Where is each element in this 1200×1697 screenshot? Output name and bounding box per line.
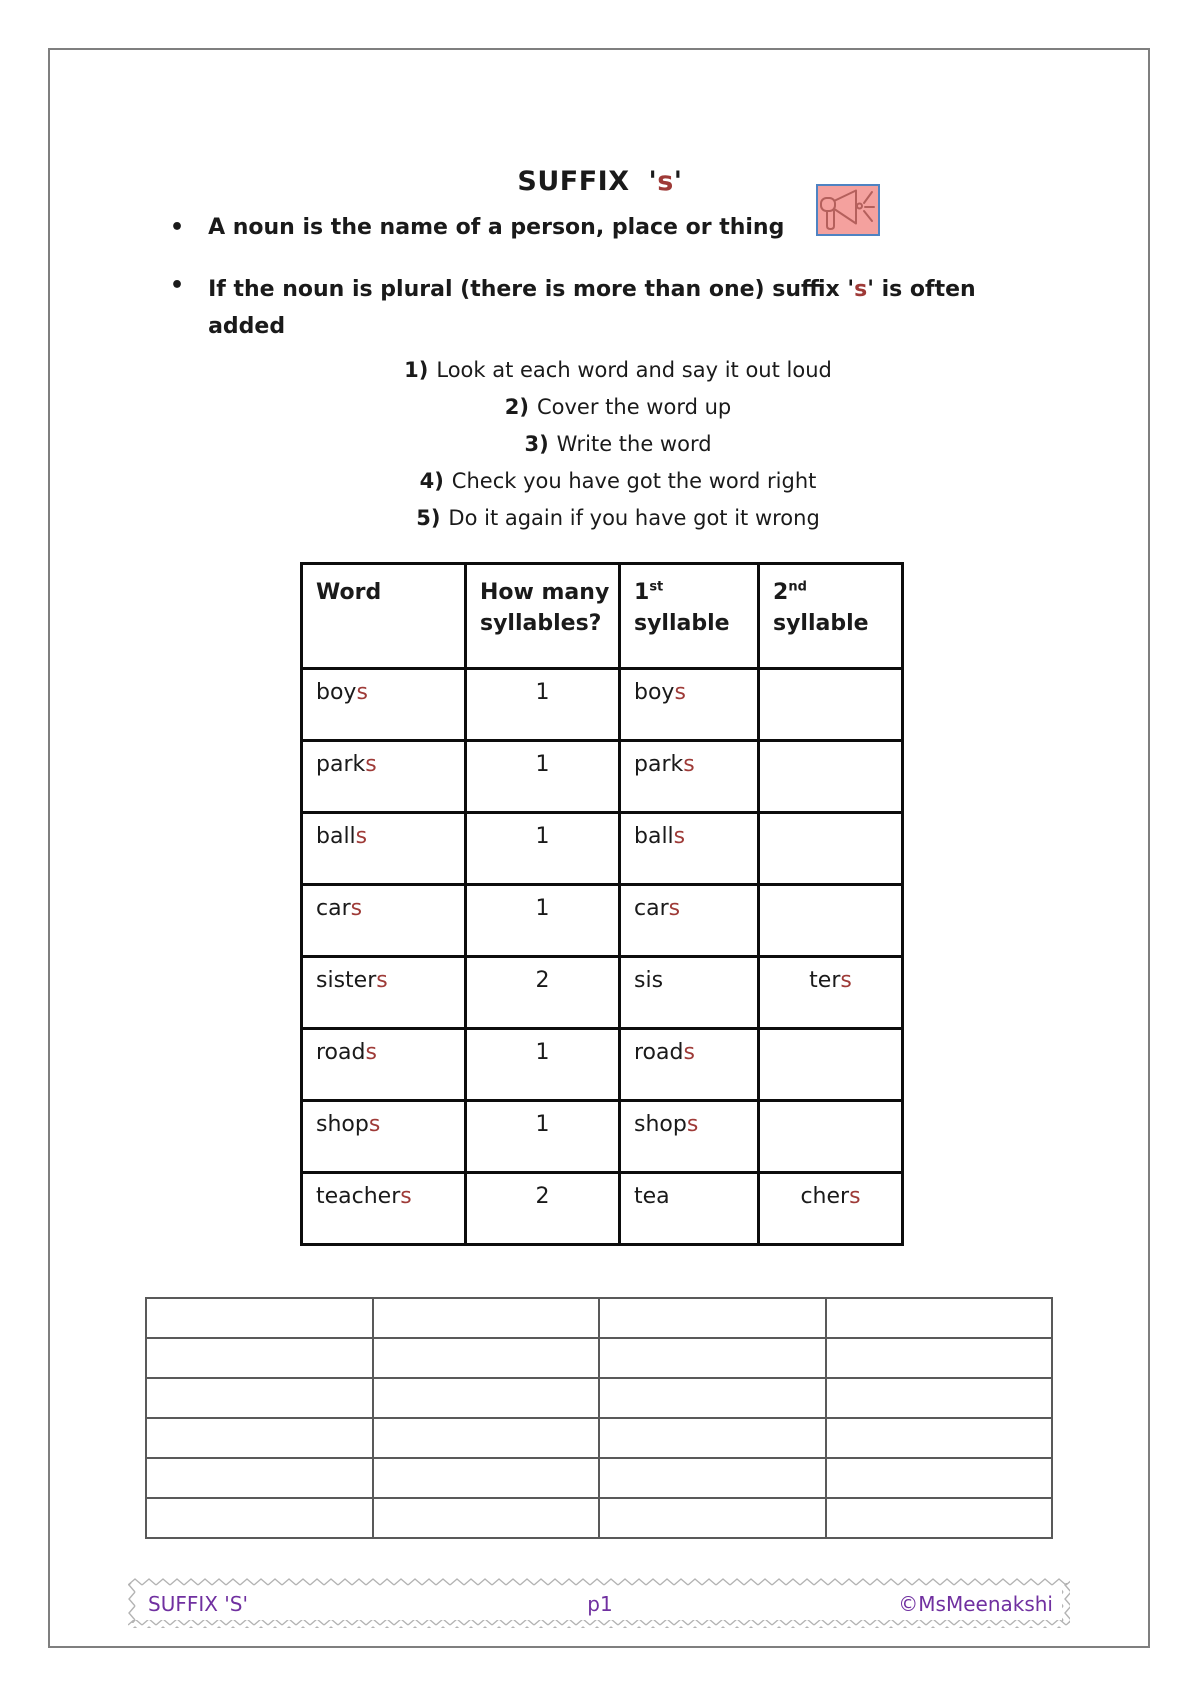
practice-cell <box>146 1298 373 1338</box>
word-suffix: s <box>376 968 388 993</box>
table-header-row <box>302 564 903 669</box>
table-row <box>302 669 903 741</box>
step-text: Do it again if you have got it wrong <box>448 506 820 530</box>
syllable2-cell <box>759 813 903 885</box>
practice-cell <box>826 1378 1053 1418</box>
practice-cell <box>599 1338 826 1378</box>
step-item <box>300 426 936 463</box>
header-first-syllable: 1st syllable <box>620 564 759 669</box>
table-row <box>302 1173 903 1245</box>
syllable1-cell: cars <box>620 885 759 957</box>
step-number: 5) <box>416 506 441 530</box>
count-cell: 1 <box>466 885 620 957</box>
syllable2-cell <box>759 669 903 741</box>
step-item <box>300 389 936 426</box>
count-cell: 1 <box>466 1101 620 1173</box>
syllable1-cell: sis <box>620 957 759 1029</box>
header-second-syllable: 2nd syllable <box>759 564 903 669</box>
practice-cell <box>826 1498 1053 1538</box>
word-cell: sisters <box>302 957 466 1029</box>
step-item <box>300 463 936 500</box>
practice-row <box>146 1498 1052 1538</box>
word-suffix: s <box>368 1112 381 1137</box>
syllable1-cell: shops <box>620 1101 759 1173</box>
word-suffix: s <box>365 1040 377 1065</box>
practice-table <box>145 1297 1053 1539</box>
practice-cell <box>826 1418 1053 1458</box>
word-suffix: s <box>400 1184 412 1209</box>
syllable1-cell: tea <box>620 1173 759 1245</box>
table-row <box>302 957 903 1029</box>
bullet-dot: • <box>170 215 185 240</box>
word-cell: boys <box>302 669 466 741</box>
count-cell: 2 <box>466 957 620 1029</box>
practice-cell <box>146 1418 373 1458</box>
step-item <box>300 352 936 389</box>
word-suffix: s <box>350 896 363 921</box>
practice-row <box>146 1458 1052 1498</box>
step-item <box>300 500 936 537</box>
syllable2-cell: ters <box>759 957 903 1029</box>
step-text: Check you have got the word right <box>451 469 817 493</box>
syllable1-cell: boys <box>620 669 759 741</box>
syllable1-cell: balls <box>620 813 759 885</box>
practice-cell <box>146 1338 373 1378</box>
step-number: 2) <box>504 395 529 419</box>
count-cell: 1 <box>466 813 620 885</box>
syllable2-cell: chers <box>759 1173 903 1245</box>
footer-credit: ©MsMeenakshi <box>898 1592 1053 1616</box>
practice-cell <box>599 1378 826 1418</box>
syllable2-cell <box>759 1101 903 1173</box>
page-title <box>0 166 1200 197</box>
practice-row <box>146 1378 1052 1418</box>
practice-row <box>146 1338 1052 1378</box>
word-suffix: s <box>365 752 377 777</box>
syllable1-cell: parks <box>620 741 759 813</box>
table-row <box>302 1101 903 1173</box>
bullet-dot: • <box>170 273 185 298</box>
table-row <box>302 813 903 885</box>
practice-cell <box>826 1338 1053 1378</box>
suffix-letter: s <box>854 277 868 302</box>
table-row <box>302 1029 903 1101</box>
practice-cell <box>373 1418 600 1458</box>
bullet-item-plural <box>170 271 1030 345</box>
practice-row <box>146 1298 1052 1338</box>
megaphone-icon <box>816 184 880 236</box>
syllable2-cell <box>759 741 903 813</box>
footer-page-number: p1 <box>587 1592 613 1616</box>
practice-cell <box>826 1458 1053 1498</box>
practice-cell <box>373 1498 600 1538</box>
bullet-item-noun <box>170 213 784 243</box>
instruction-steps <box>300 352 936 537</box>
practice-cell <box>146 1458 373 1498</box>
bullet-text <box>208 271 976 345</box>
practice-cell <box>599 1298 826 1338</box>
bullet-line-2: added <box>208 314 286 339</box>
word-cell: parks <box>302 741 466 813</box>
practice-cell <box>599 1458 826 1498</box>
step-number: 3) <box>524 432 549 456</box>
table-row <box>302 885 903 957</box>
header-how-many-syllables: How many syllables? <box>466 564 620 669</box>
word-cell: cars <box>302 885 466 957</box>
table-row <box>302 741 903 813</box>
practice-cell <box>599 1418 826 1458</box>
footer-title: SUFFIX 'S' <box>148 1592 248 1616</box>
syllable2-cell <box>759 885 903 957</box>
word-cell: shops <box>302 1101 466 1173</box>
practice-cell <box>373 1458 600 1498</box>
step-text: Cover the word up <box>536 395 732 419</box>
bullet-text: A noun is the name of a person, place or thing <box>208 215 785 240</box>
title-close-quote: ' <box>673 166 683 197</box>
syllable-table <box>300 562 904 1246</box>
practice-cell <box>826 1298 1053 1338</box>
step-text: Look at each word and say it out loud <box>436 358 832 382</box>
count-cell: 1 <box>466 1029 620 1101</box>
word-cell: balls <box>302 813 466 885</box>
practice-cell <box>146 1498 373 1538</box>
syllable2-cell <box>759 1029 903 1101</box>
word-cell: teachers <box>302 1173 466 1245</box>
word-suffix: s <box>356 680 368 705</box>
practice-cell <box>146 1378 373 1418</box>
step-number: 1) <box>404 358 429 382</box>
practice-cell <box>373 1378 600 1418</box>
step-text: Write the word <box>556 432 712 456</box>
count-cell: 2 <box>466 1173 620 1245</box>
header-word: Word <box>302 564 466 669</box>
practice-cell <box>373 1338 600 1378</box>
word-suffix: s <box>355 824 368 849</box>
practice-row <box>146 1418 1052 1458</box>
practice-cell <box>599 1498 826 1538</box>
practice-cell <box>373 1298 600 1338</box>
bullet-line-1: If the noun is plural (there is more than one) suffix 's' is often <box>208 277 976 302</box>
title-open-quote: ' <box>648 166 658 197</box>
syllable1-cell: roads <box>620 1029 759 1101</box>
count-cell: 1 <box>466 669 620 741</box>
title-suffix-letter: s <box>657 166 674 197</box>
step-number: 4) <box>419 469 444 493</box>
title-word: SUFFIX <box>517 166 630 197</box>
word-cell: roads <box>302 1029 466 1101</box>
count-cell: 1 <box>466 741 620 813</box>
